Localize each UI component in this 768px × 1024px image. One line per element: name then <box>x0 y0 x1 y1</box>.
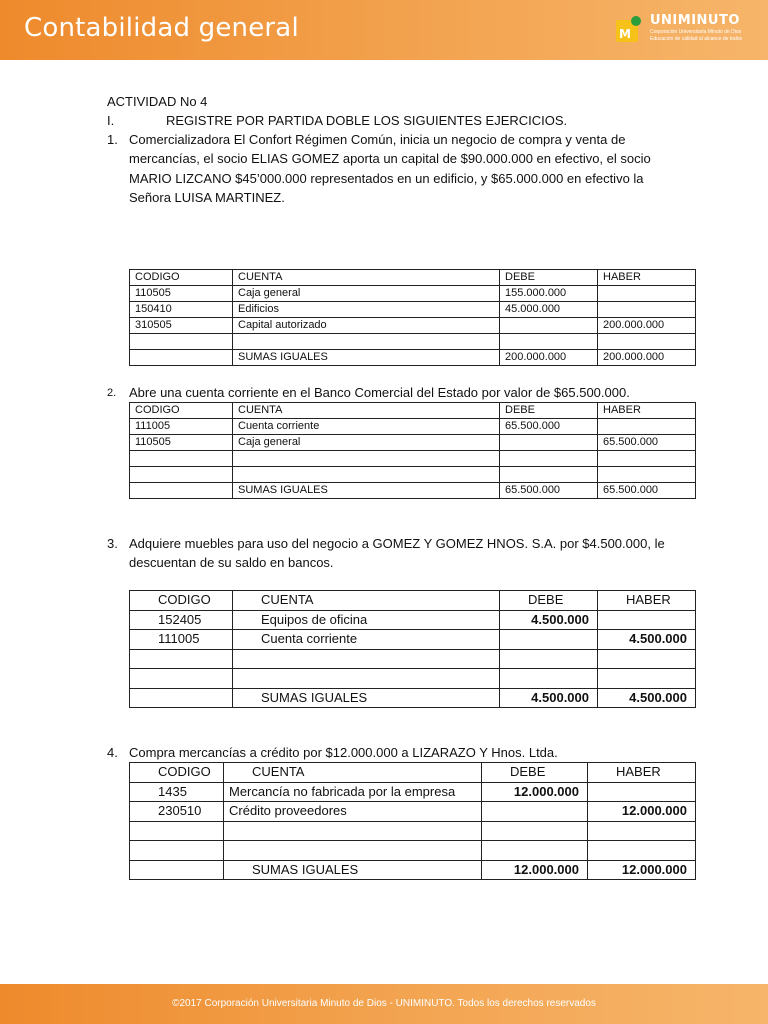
exercise-3-table <box>129 590 696 708</box>
cell-codigo: 110505 <box>130 286 233 302</box>
table-row <box>130 630 696 650</box>
cell-cuenta <box>233 467 500 483</box>
page-header <box>0 0 768 60</box>
cell-cuenta: SUMAS IGUALES <box>233 688 500 708</box>
logo-name: UNIMINUTO <box>650 13 740 28</box>
cell-codigo <box>130 350 233 366</box>
exercise-4-table <box>129 762 696 880</box>
activity-title: ACTIVIDAD No 4 <box>107 94 208 109</box>
header-codigo: CODIGO <box>130 270 233 286</box>
course-title: Contabilidad general <box>24 13 299 43</box>
cell-codigo: 110505 <box>130 435 233 451</box>
cell-debe: 65.500.000 <box>500 419 598 435</box>
cell-codigo <box>130 451 233 467</box>
logo-line-1: Corporación Universitaria Minuto de Dios <box>650 29 742 35</box>
header-debe: DEBE <box>482 763 588 783</box>
table-row <box>130 334 696 350</box>
cell-codigo <box>130 649 233 669</box>
cell-debe: 200.000.000 <box>500 350 598 366</box>
cell-haber: 65.500.000 <box>598 435 696 451</box>
copyright-notice: ©2017 Corporación Universitaria Minuto de Dios - UNIMINUTO. Todos los derechos reservados <box>172 998 596 1009</box>
cell-debe <box>500 334 598 350</box>
cell-debe <box>500 467 598 483</box>
header-codigo: CODIGO <box>130 403 233 419</box>
cell-debe: 12.000.000 <box>482 860 588 880</box>
cell-debe <box>482 802 588 822</box>
header-debe: DEBE <box>500 403 598 419</box>
cell-haber <box>598 669 696 689</box>
cell-haber: 12.000.000 <box>588 860 696 880</box>
exercise-4-number: 4. <box>107 745 118 760</box>
table-row <box>130 419 696 435</box>
cell-cuenta: Caja general <box>233 286 500 302</box>
exercise-3-number: 3. <box>107 536 118 551</box>
exercise-4-text: Compra mercancías a crédito por $12.000.000 a LIZARAZO Y Hnos. Ltda. <box>129 745 558 760</box>
uniminuto-logo-icon <box>614 14 644 44</box>
cell-codigo <box>130 467 233 483</box>
header-cuenta: CUENTA <box>233 270 500 286</box>
exercise-2-number: 2. <box>107 387 117 399</box>
table-row <box>130 610 696 630</box>
exercise-2-table <box>129 402 696 499</box>
cell-codigo: 111005 <box>130 630 233 650</box>
cell-haber <box>588 821 696 841</box>
cell-haber <box>598 302 696 318</box>
table-row <box>130 802 696 822</box>
header-codigo: CODIGO <box>130 763 224 783</box>
cell-haber: 65.500.000 <box>598 483 696 499</box>
cell-haber <box>598 286 696 302</box>
cell-haber: 200.000.000 <box>598 318 696 334</box>
cell-debe <box>482 841 588 861</box>
table-header-row <box>130 270 696 286</box>
cell-codigo <box>130 483 233 499</box>
exercise-1-table <box>129 269 696 366</box>
table-row <box>130 649 696 669</box>
table-row <box>130 821 696 841</box>
cell-haber <box>588 841 696 861</box>
cell-codigo <box>130 821 224 841</box>
cell-codigo: 230510 <box>130 802 224 822</box>
cell-debe: 4.500.000 <box>500 688 598 708</box>
exercise-2-text: Abre una cuenta corriente en el Banco Comercial del Estado por valor de $65.500.000. <box>129 385 630 400</box>
header-debe: DEBE <box>500 270 598 286</box>
cell-haber <box>598 334 696 350</box>
cell-cuenta: Cuenta corriente <box>233 630 500 650</box>
cell-cuenta: SUMAS IGUALES <box>233 483 500 499</box>
table-row <box>130 318 696 334</box>
table-header-row <box>130 763 696 783</box>
totals-row <box>130 860 696 880</box>
cell-haber: 4.500.000 <box>598 630 696 650</box>
exercise-1-number: 1. <box>107 132 118 147</box>
cell-codigo <box>130 669 233 689</box>
cell-codigo: 150410 <box>130 302 233 318</box>
cell-cuenta: Equipos de oficina <box>233 610 500 630</box>
table-row <box>130 302 696 318</box>
cell-debe: 155.000.000 <box>500 286 598 302</box>
page-footer <box>0 984 768 1024</box>
cell-debe <box>500 649 598 669</box>
header-haber: HABER <box>598 403 696 419</box>
table-row <box>130 669 696 689</box>
cell-codigo <box>130 841 224 861</box>
cell-cuenta: Capital autorizado <box>233 318 500 334</box>
header-haber: HABER <box>588 763 696 783</box>
cell-codigo: 1435 <box>130 782 224 802</box>
header-cuenta: CUENTA <box>224 763 482 783</box>
header-debe: DEBE <box>500 591 598 611</box>
table-row <box>130 467 696 483</box>
cell-cuenta: Cuenta corriente <box>233 419 500 435</box>
cell-codigo <box>130 334 233 350</box>
table-row <box>130 451 696 467</box>
cell-cuenta <box>233 669 500 689</box>
logo-line-2: Educación de calidad al alcance de todos <box>650 36 743 42</box>
table-row <box>130 286 696 302</box>
totals-row <box>130 688 696 708</box>
cell-cuenta <box>233 451 500 467</box>
totals-row <box>130 483 696 499</box>
cell-debe: 12.000.000 <box>482 782 588 802</box>
cell-codigo: 111005 <box>130 419 233 435</box>
cell-cuenta <box>224 841 482 861</box>
cell-cuenta: Mercancía no fabricada por la empresa <box>224 782 482 802</box>
cell-cuenta: Crédito proveedores <box>224 802 482 822</box>
exercise-1-text: Comercializadora El Confort Régimen Común, inicia un negocio de compra y venta de mercancías, el socio ELIAS GOMEZ aporta un capital de $90.000.000 en efectivo, el socio MARIO LIZCANO $45’000.000 representados en un edificio, y $65.000.000 en efectivo la Señora LUISA MARTINEZ. <box>129 132 651 205</box>
cell-cuenta: Caja general <box>233 435 500 451</box>
table-row <box>130 841 696 861</box>
cell-debe <box>500 630 598 650</box>
cell-debe <box>500 451 598 467</box>
cell-haber <box>598 451 696 467</box>
section-heading: REGISTRE POR PARTIDA DOBLE LOS SIGUIENTES EJERCICIOS. <box>166 113 568 128</box>
cell-cuenta <box>224 821 482 841</box>
cell-codigo: 310505 <box>130 318 233 334</box>
header-cuenta: CUENTA <box>233 403 500 419</box>
cell-debe <box>482 821 588 841</box>
cell-cuenta: Edificios <box>233 302 500 318</box>
header-codigo: CODIGO <box>130 591 233 611</box>
cell-cuenta <box>233 334 500 350</box>
header-haber: HABER <box>598 591 696 611</box>
table-header-row <box>130 403 696 419</box>
cell-cuenta: SUMAS IGUALES <box>224 860 482 880</box>
table-header-row <box>130 591 696 611</box>
cell-codigo <box>130 860 224 880</box>
cell-haber <box>598 467 696 483</box>
cell-haber: 200.000.000 <box>598 350 696 366</box>
cell-cuenta: SUMAS IGUALES <box>233 350 500 366</box>
cell-cuenta <box>233 649 500 669</box>
cell-haber <box>598 610 696 630</box>
header-cuenta: CUENTA <box>233 591 500 611</box>
uniminuto-logo <box>614 12 754 46</box>
exercise-3-text: Adquiere muebles para uso del negocio a GOMEZ Y GOMEZ HNOS. S.A. por $4.500.000, le descuentan de su saldo en bancos. <box>129 536 665 571</box>
table-row <box>130 435 696 451</box>
cell-haber <box>588 782 696 802</box>
cell-haber <box>598 649 696 669</box>
cell-haber: 12.000.000 <box>588 802 696 822</box>
svg-text:M: M <box>619 27 631 41</box>
header-haber: HABER <box>598 270 696 286</box>
section-number: I. <box>107 113 115 128</box>
cell-debe <box>500 318 598 334</box>
cell-debe <box>500 435 598 451</box>
cell-codigo <box>130 688 233 708</box>
cell-debe <box>500 669 598 689</box>
cell-debe: 45.000.000 <box>500 302 598 318</box>
cell-debe: 65.500.000 <box>500 483 598 499</box>
table-row <box>130 782 696 802</box>
cell-haber <box>598 419 696 435</box>
cell-debe: 4.500.000 <box>500 610 598 630</box>
cell-codigo: 152405 <box>130 610 233 630</box>
cell-haber: 4.500.000 <box>598 688 696 708</box>
totals-row <box>130 350 696 366</box>
